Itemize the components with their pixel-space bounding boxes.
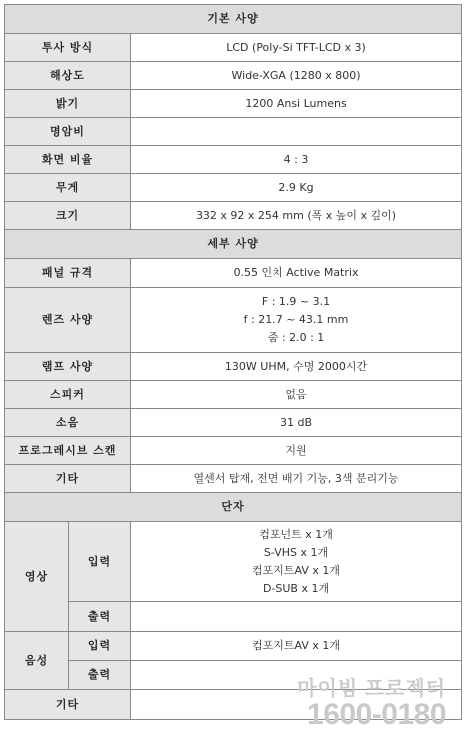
value-progressive-scan: 지원 bbox=[131, 437, 462, 465]
value-lens bbox=[131, 288, 462, 353]
label-audio-input: 입력 bbox=[69, 632, 131, 661]
value-weight: 2.9 Kg bbox=[131, 174, 462, 202]
value-contrast bbox=[131, 118, 462, 146]
watermark-brand: 마이빔 프로젝터 bbox=[297, 678, 446, 700]
value-detail-etc: 열센서 탑재, 전면 배기 기능, 3색 분리기능 bbox=[131, 465, 462, 493]
label-audio: 음성 bbox=[5, 632, 69, 690]
label-resolution: 해상도 bbox=[5, 62, 131, 90]
section-header-detail: 세부 사양 bbox=[5, 230, 462, 259]
value-aspect-ratio: 4 : 3 bbox=[131, 146, 462, 174]
value-speaker: 없음 bbox=[131, 381, 462, 409]
value-projection: LCD (Poly-Si TFT-LCD x 3) bbox=[131, 34, 462, 62]
value-noise: 31 dB bbox=[131, 409, 462, 437]
lens-focal-length: f : 21.7 ~ 43.1 mm bbox=[243, 313, 349, 326]
label-noise: 소음 bbox=[5, 409, 131, 437]
label-speaker: 스피커 bbox=[5, 381, 131, 409]
lens-zoom: 줌 : 2.0 : 1 bbox=[267, 331, 325, 344]
value-lamp: 130W UHM, 수명 2000시간 bbox=[131, 353, 462, 381]
label-size: 크기 bbox=[5, 202, 131, 230]
label-terminal-etc: 기타 bbox=[5, 690, 131, 720]
label-contrast: 명암비 bbox=[5, 118, 131, 146]
label-video-output: 출력 bbox=[69, 602, 131, 632]
label-detail-etc: 기타 bbox=[5, 465, 131, 493]
label-weight: 무게 bbox=[5, 174, 131, 202]
video-input-svhs: S-VHS x 1개 bbox=[263, 545, 329, 559]
label-aspect-ratio: 화면 비율 bbox=[5, 146, 131, 174]
label-audio-output: 출력 bbox=[69, 661, 131, 690]
section-header-terminal: 단자 bbox=[5, 493, 462, 522]
section-header-basic: 기본 사양 bbox=[5, 5, 462, 34]
value-panel: 0.55 인치 Active Matrix bbox=[131, 259, 462, 288]
label-progressive-scan: 프로그레시브 스캔 bbox=[5, 437, 131, 465]
value-audio-input: 컴포지트AV x 1개 bbox=[131, 632, 462, 661]
video-input-dsub: D-SUB x 1개 bbox=[262, 581, 330, 595]
value-video-input bbox=[131, 522, 462, 602]
spec-table bbox=[4, 4, 462, 720]
video-input-composite: 컴포지트AV x 1개 bbox=[252, 563, 340, 577]
lens-f-number: F : 1.9 ~ 3.1 bbox=[261, 295, 331, 308]
label-lamp: 램프 사양 bbox=[5, 353, 131, 381]
label-video: 영상 bbox=[5, 522, 69, 632]
watermark-phone: 1600-0180 bbox=[307, 698, 446, 731]
label-panel: 패널 규격 bbox=[5, 259, 131, 288]
label-lens: 렌즈 사양 bbox=[5, 288, 131, 353]
value-resolution: Wide-XGA (1280 x 800) bbox=[131, 62, 462, 90]
value-video-output bbox=[131, 602, 462, 632]
value-size: 332 x 92 x 254 mm (폭 x 높이 x 깊이) bbox=[131, 202, 462, 230]
label-video-input: 입력 bbox=[69, 522, 131, 602]
label-projection: 투사 방식 bbox=[5, 34, 131, 62]
video-input-component: 컴포넌트 x 1개 bbox=[259, 527, 333, 541]
label-brightness: 밝기 bbox=[5, 90, 131, 118]
value-brightness: 1200 Ansi Lumens bbox=[131, 90, 462, 118]
